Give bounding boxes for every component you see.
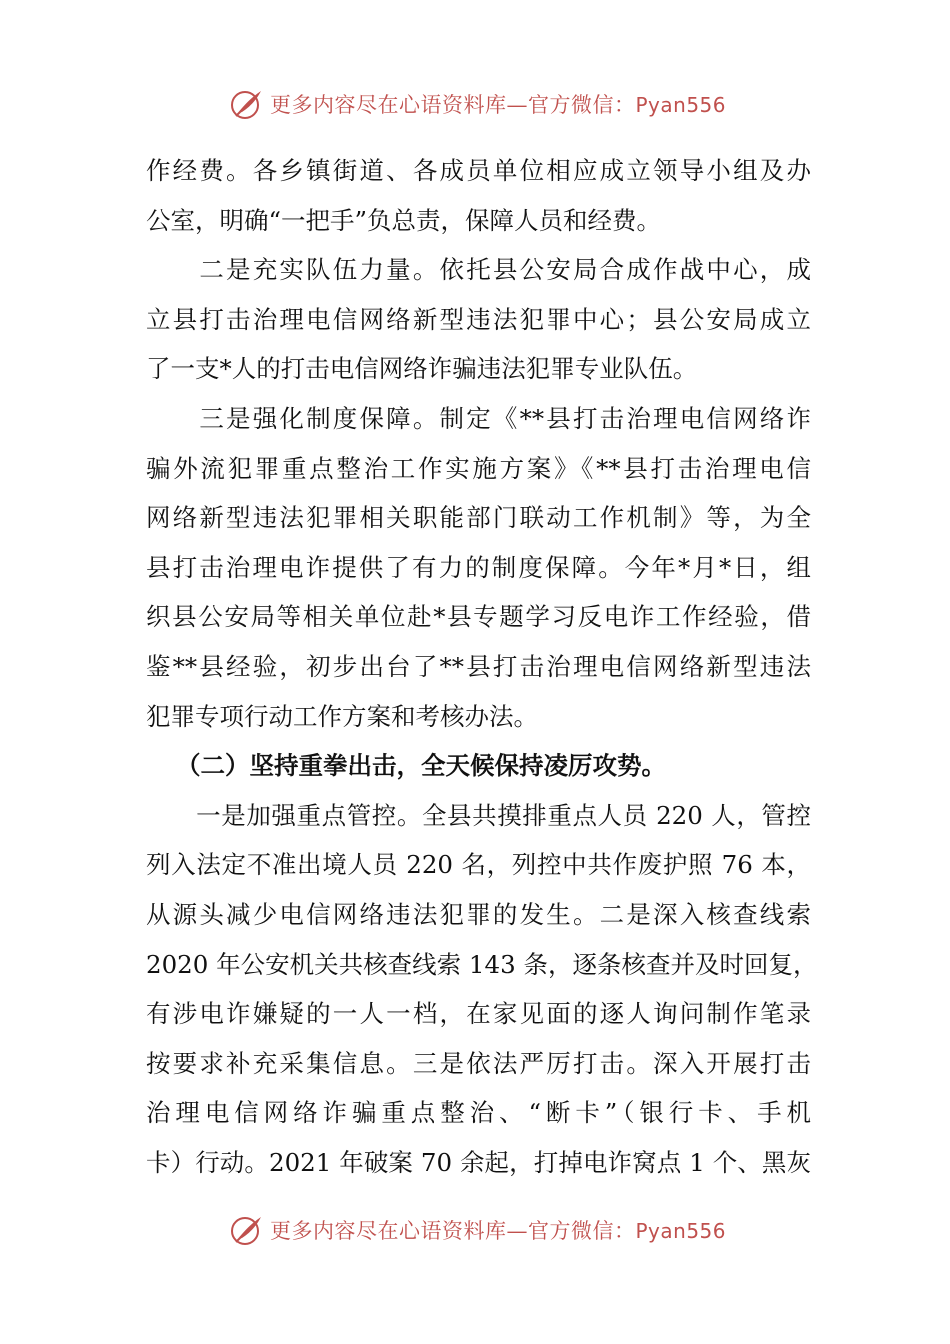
text-line: 公室，明确“一把手”负总责，保障人员和经费。 [146,205,662,235]
banner-text: 更多内容尽在心语资料库—官方微信：Pyan556 [270,93,727,117]
quill-pen-logo-icon [230,87,264,121]
text-line: 从源头减少电信网络违法犯罪的发生。二是深入核查线索 [146,899,811,929]
text-line: 立县打击治理电信网络新型违法犯罪中心；县公安局成立 [146,304,811,334]
text-line: 卡）行动。2021 年破案 70 余起，打掉电诈窝点 1 个、黑灰 [146,1147,811,1177]
document-body [146,146,818,1187]
text-line: 列入法定不准出境人员 220 名，列控中共作废护照 76 本， [146,850,811,880]
quill-pen-logo-icon [230,1213,264,1247]
text-line: 县打击治理电诈提供了有力的制度保障。今年*月*日，组 [146,552,811,582]
text-line: 作经费。各乡镇街道、各成员单位相应成立领导小组及办 [146,156,811,185]
text-line: 织县公安局等相关单位赴*县专题学习反电诈工作经验，借 [146,602,811,632]
text-line: 了一支*人的打击电信网络诈骗违法犯罪专业队伍。 [146,354,698,384]
text-line: 二是充实队伍力量。依托县公安局合成作战中心，成 [146,255,811,285]
text-line: 2020 年公安机关共核查线索 143 条，逐条核查并及时回复， [146,949,818,979]
text-line: 按要求补充采集信息。三是依法严厉打击。深入开展打击 [146,1048,811,1078]
footer-watermark-banner [230,1210,790,1250]
text-line: 网络新型违法犯罪相关职能部门联动工作机制》等，为全 [146,503,811,533]
text-line: 一是加强重点管控。全县共摸排重点人员 220 人，管控 [146,800,811,830]
text-line: 三是强化制度保障。制定《**县打击治理电信网络诈 [146,403,811,433]
text-line: 治理电信网络诈骗重点整治、“断卡”（银行卡、手机 [146,1098,811,1128]
text-line: 骗外流犯罪重点整治工作实施方案》《**县打击治理电信 [146,453,811,483]
text-line: 犯罪专项行动工作方案和考核办法。 [146,701,538,731]
banner-text: 更多内容尽在心语资料库—官方微信：Pyan556 [270,1219,727,1243]
section-heading: （二）坚持重拳出击，全天候保持凌厉攻势。 [176,751,666,781]
text-line: 鉴**县经验，初步出台了**县打击治理电信网络新型违法 [146,651,811,681]
text-line: 有涉电诈嫌疑的一人一档，在家见面的逐人询问制作笔录 [146,999,811,1029]
header-watermark-banner [230,84,790,124]
